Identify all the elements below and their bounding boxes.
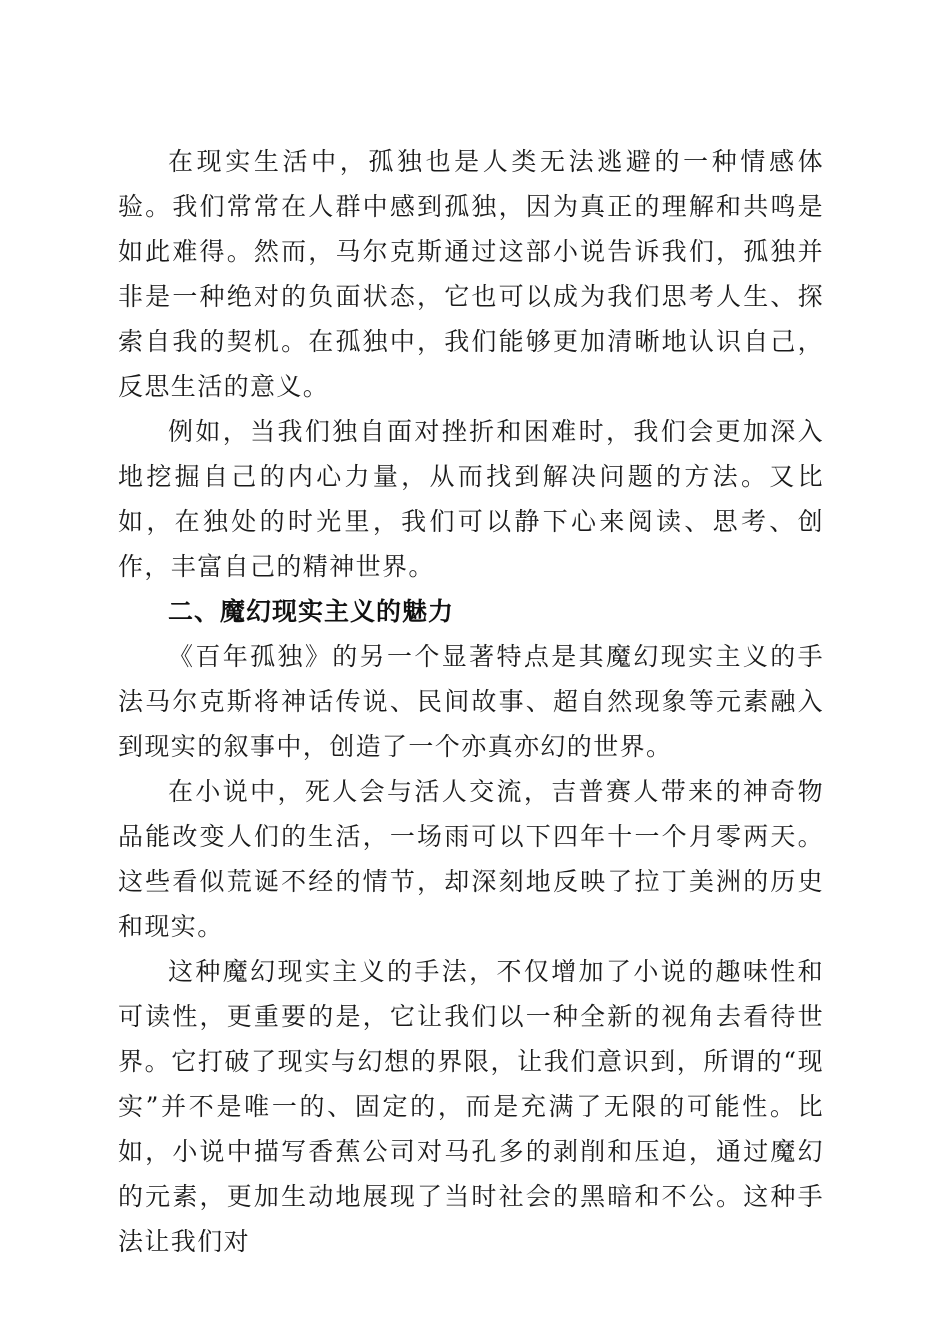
paragraph-magic-realism-intro: 《百年孤独》的另一个显著特点是其魔幻现实主义的手法马尔克斯将神话传说、民间故事、超自然现象等元素融入到现实的叙事中，创造了一个亦真亦幻的世界。 (118, 642, 824, 761)
paragraph-magic-realism-significance: 这种魔幻现实主义的手法，不仅增加了小说的趣味性和可读性，更重要的是，它让我们以一种全新的视角去看待世界。它打破了现实与幻想的界限，让我们意识到，所谓的“现实”并不是唯一的、固定的，而是充满了无限的可能性。比如，小说中描写香蕉公司对马孔多的剥削和压迫，通过魔幻的元素，更加生动地展现了当时社会的黑暗和不公。这种手法让我们对 (118, 957, 824, 1256)
section-heading: 二、魔幻现实主义的魅力 (168, 597, 455, 626)
paragraph-magic-realism-examples: 在小说中，死人会与活人交流，吉普赛人带来的神奇物品能改变人们的生活，一场雨可以下四年十一个月零两天。这些看似荒诞不经的情节，却深刻地反映了拉丁美洲的历史和现实。 (118, 777, 824, 941)
paragraph-loneliness-example: 例如，当我们独自面对挫折和困难时，我们会更加深入地挖掘自己的内心力量，从而找到解决问题的方法。又比如，在独处的时光里，我们可以静下心来阅读、思考、创作，丰富自己的精神世界。 (118, 417, 824, 581)
paragraph-loneliness-reality: 在现实生活中，孤独也是人类无法逃避的一种情感体验。我们常常在人群中感到孤独，因为真正的理解和共鸣是如此难得。然而，马尔克斯通过这部小说告诉我们，孤独并非是一种绝对的负面状态，它也可以成为我们思考人生、探索自我的契机。在孤独中，我们能够更加清晰地认识自己，反思生活的意义。 (118, 147, 824, 401)
document-body (118, 139, 824, 1264)
